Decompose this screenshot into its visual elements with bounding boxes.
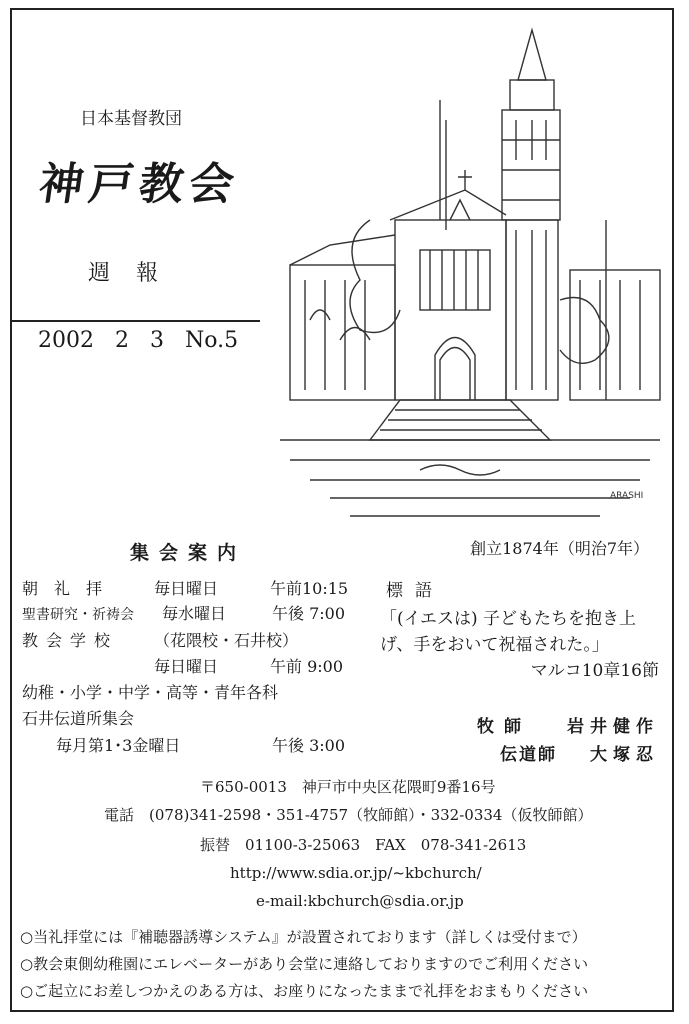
meetings-title: 集会案内 — [130, 542, 247, 564]
meeting-row: 朝 礼 拝 毎日曜日 午前10:15 — [22, 579, 349, 598]
motto-line: 「(イエスは) 子どもたちを抱き上 — [380, 609, 636, 629]
organization-name: 日本基督教団 — [80, 109, 182, 129]
issue-divider — [10, 320, 260, 322]
issue-number: No.5 — [185, 328, 239, 353]
meeting-row: 石井伝道所集会 — [22, 709, 135, 728]
transfer-fax: 振替 01100-3-25063 FAX 078-341-2613 — [200, 836, 527, 854]
meeting-row: 聖書研究・祈祷会 毎水曜日 午後 7:00 — [22, 604, 346, 623]
staff-pastor: 牧師 岩井健作 — [477, 717, 659, 737]
motto-heading: 標語 — [386, 581, 444, 601]
notice-item: ○ご起立にお差しつかえのある方は、お座りになったままで礼拝をおまもりください — [20, 982, 589, 1000]
meeting-row: 毎日曜日 午前 9:00 — [154, 657, 344, 676]
staff-evangelist: 伝道師 大塚忍 — [500, 745, 659, 765]
motto-reference: マルコ10章16節 — [530, 661, 659, 681]
notice-item: ○教会東側幼稚園にエレベーターがあり会堂に連絡しておりますのでご利用ください — [20, 955, 589, 973]
meeting-row: 教会学校 （花隈校・石井校） — [22, 631, 299, 650]
address: 〒650-0013 神戸市中央区花隈町9番16号 — [200, 778, 496, 796]
phone-numbers: 電話 (078)341-2598・351-4757（牧師館）・332-0334（仮牧師館） — [104, 806, 593, 824]
church-sketch-illustration — [270, 20, 670, 530]
issue-year: 2002 — [38, 328, 94, 353]
issue-day: 3 — [150, 328, 164, 353]
meeting-row: 毎月第1･3金曜日 午後 3:00 — [56, 736, 346, 755]
meeting-row: 幼稚・小学・中学・高等・青年各科 — [22, 683, 279, 702]
issue-line — [38, 328, 252, 353]
website-url[interactable]: http://www.sdia.or.jp/~kbchurch/ — [230, 864, 482, 882]
church-name-title: 神戸教会 — [35, 159, 243, 210]
bulletin-type: 週報 — [88, 261, 185, 286]
motto-line: げ、手をおいて祝福された。」 — [380, 635, 609, 655]
issue-month: 2 — [115, 328, 129, 353]
founded-note: 創立1874年（明治7年） — [470, 539, 649, 558]
svg-text:ARASHI: ARASHI — [610, 491, 644, 501]
email-address[interactable]: e-mail:kbchurch@sdia.or.jp — [256, 892, 464, 910]
notice-item: ○当礼拝堂には『補聴器誘導システム』が設置されております（詳しくは受付まで） — [20, 928, 587, 946]
